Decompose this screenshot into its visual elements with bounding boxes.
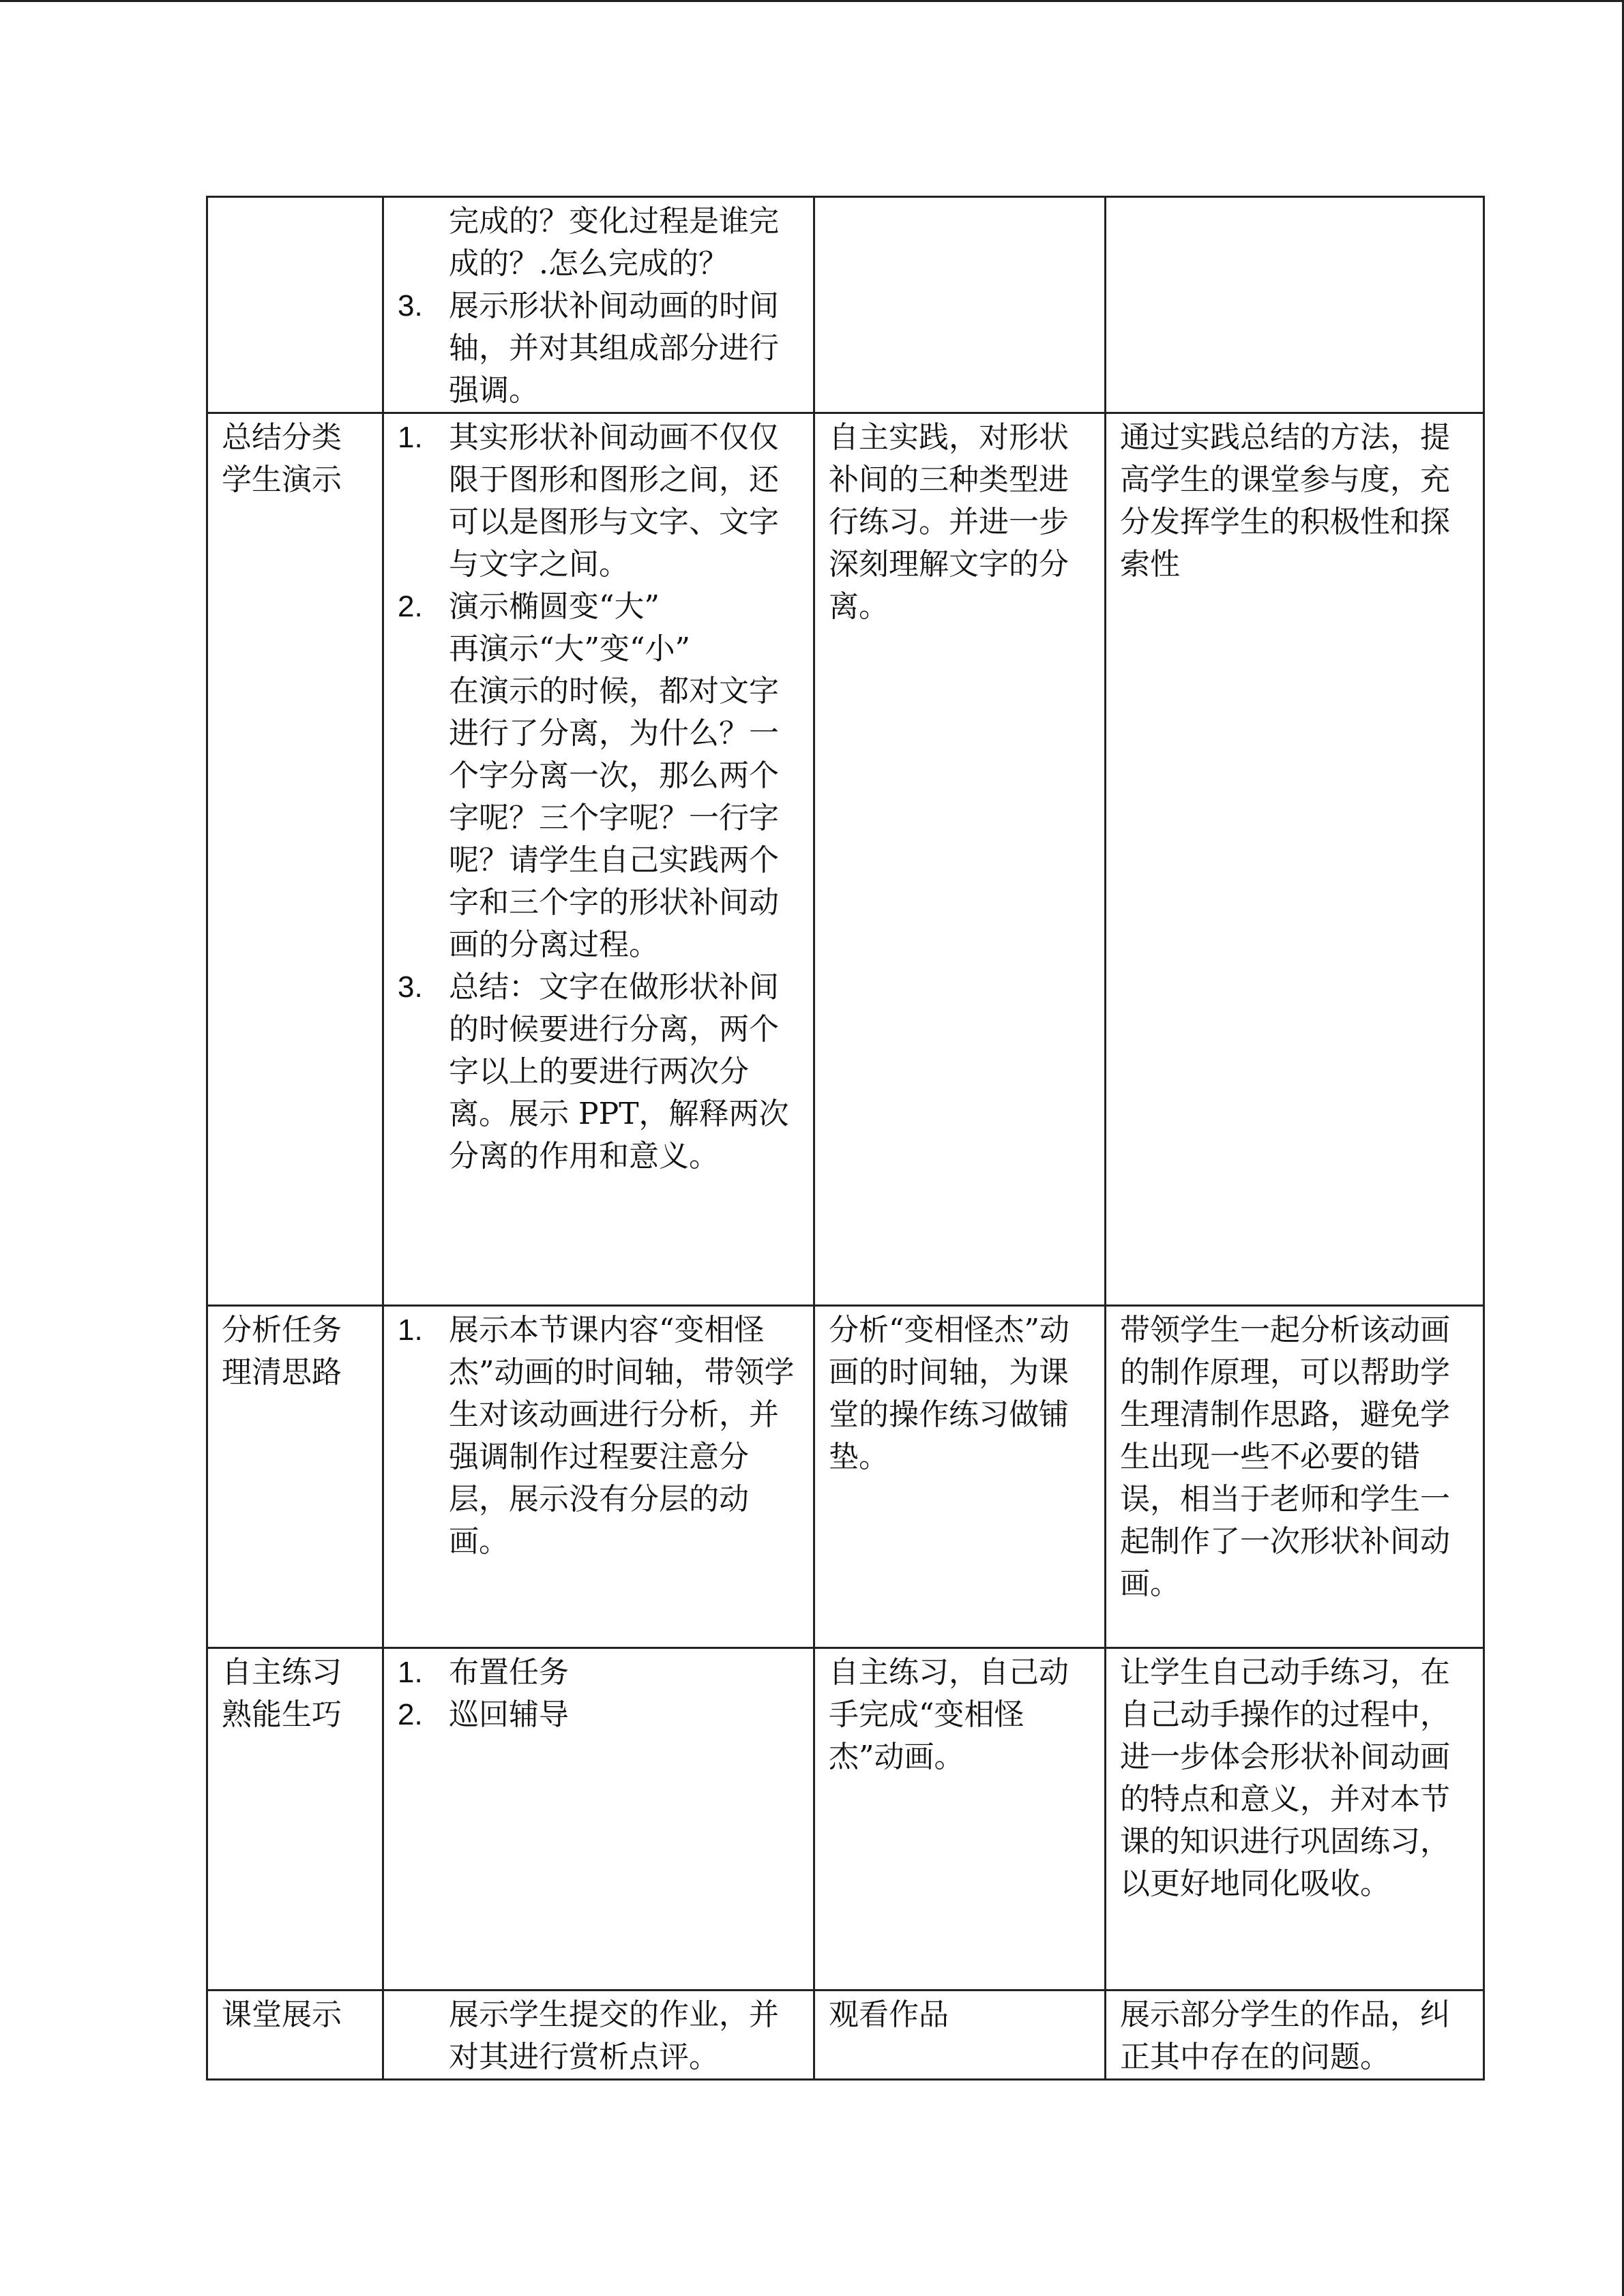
list-item: 1. 布置任务 (398, 1655, 569, 1690)
student-activity-cell: 自主练习，自己动手完成“变相怪杰”动画。 (814, 1648, 1106, 1991)
list-item: 3. 展示形状补间动画的时间轴，并对其组成部分进行强调。 (398, 288, 779, 408)
lesson-plan-table (206, 196, 1485, 2081)
design-intent-cell (1106, 197, 1484, 413)
step-continuation: 完成的？变化过程是谁完成的？.怎么完成的？ (449, 204, 779, 281)
step-list (398, 1652, 799, 1736)
student-activity-cell (814, 197, 1106, 413)
design-intent-cell: 通过实践总结的方法，提高学生的课堂参与度，充分发挥学生的积极性和探索性 (1106, 413, 1484, 1306)
stage-label: 课堂展示 (222, 1997, 342, 2032)
teacher-activity-cell (383, 197, 814, 413)
table-row (207, 1306, 1484, 1648)
stage-cell (207, 1648, 383, 1991)
step-list (398, 1309, 799, 1563)
table-row (207, 197, 1484, 413)
step-list (398, 285, 799, 412)
teacher-activity-cell (383, 413, 814, 1306)
design-intent-cell: 带领学生一起分析该动画的制作原理，可以帮助学生理清制作思路，避免学生出现一些不必要的错误，相当于老师和学生一起制作了一次形状补间动画。 (1106, 1306, 1484, 1648)
teacher-activity-cell: 展示学生提交的作业，并对其进行赏析点评。 (383, 1991, 814, 2080)
list-item: 1. 其实形状补间动画不仅仅限于图形和图形之间，还可以是图形与文字、文字与文字之间。 (398, 420, 779, 582)
page-top-border (0, 0, 1624, 2)
student-activity-cell: 分析“变相怪杰”动画的时间轴，为课堂的操作练习做铺垫。 (814, 1306, 1106, 1648)
design-intent-cell: 让学生自己动手练习，在自己动手操作的过程中，进一步体会形状补间动画的特点和意义，并对本节课的知识进行巩固练习，以更好地同化吸收。 (1106, 1648, 1484, 1991)
list-item: 2. 巡回辅导 (398, 1697, 569, 1732)
table-row (207, 1991, 1484, 2080)
stage-cell (207, 1306, 383, 1648)
stage-label: 分析任务理清思路 (222, 1313, 342, 1390)
list-item: 2. 演示椭圆变“大” 再演示“大”变“小” 在演示的时候，都对文字进行了分离，为什么？一个字分离一次，那么两个字呢？三个字呢？一行字呢？请学生自己实践两个字和三个字的形状补间动画的分离过程。 (398, 589, 779, 962)
stage-label: 自主练习熟能生巧 (222, 1655, 342, 1732)
stage-cell (207, 197, 383, 413)
stage-cell (207, 413, 383, 1306)
stage-cell (207, 1991, 383, 2080)
teacher-activity-cell (383, 1306, 814, 1648)
student-activity-cell: 自主实践，对形状补间的三种类型进行练习。并进一步深刻理解文字的分离。 (814, 413, 1106, 1306)
teacher-activity-cell (383, 1648, 814, 1991)
list-item: 1. 展示本节课内容“变相怪杰”动画的时间轴，带领学生对该动画进行分析，并强调制作过程要注意分层，展示没有分层的动画。 (398, 1313, 795, 1559)
student-activity-cell: 观看作品 (814, 1991, 1106, 2080)
stage-label: 总结分类学生演示 (222, 420, 342, 497)
list-item: 3. 总结：文字在做形状补间的时候要进行分离，两个字以上的要进行两次分离。展示 PPT，解释两次分离的作用和意义。 (398, 970, 789, 1174)
step-list (398, 417, 799, 1178)
table-row (207, 413, 1484, 1306)
table-row (207, 1648, 1484, 1991)
design-intent-cell: 展示部分学生的作品，纠正其中存在的问题。 (1106, 1991, 1484, 2080)
